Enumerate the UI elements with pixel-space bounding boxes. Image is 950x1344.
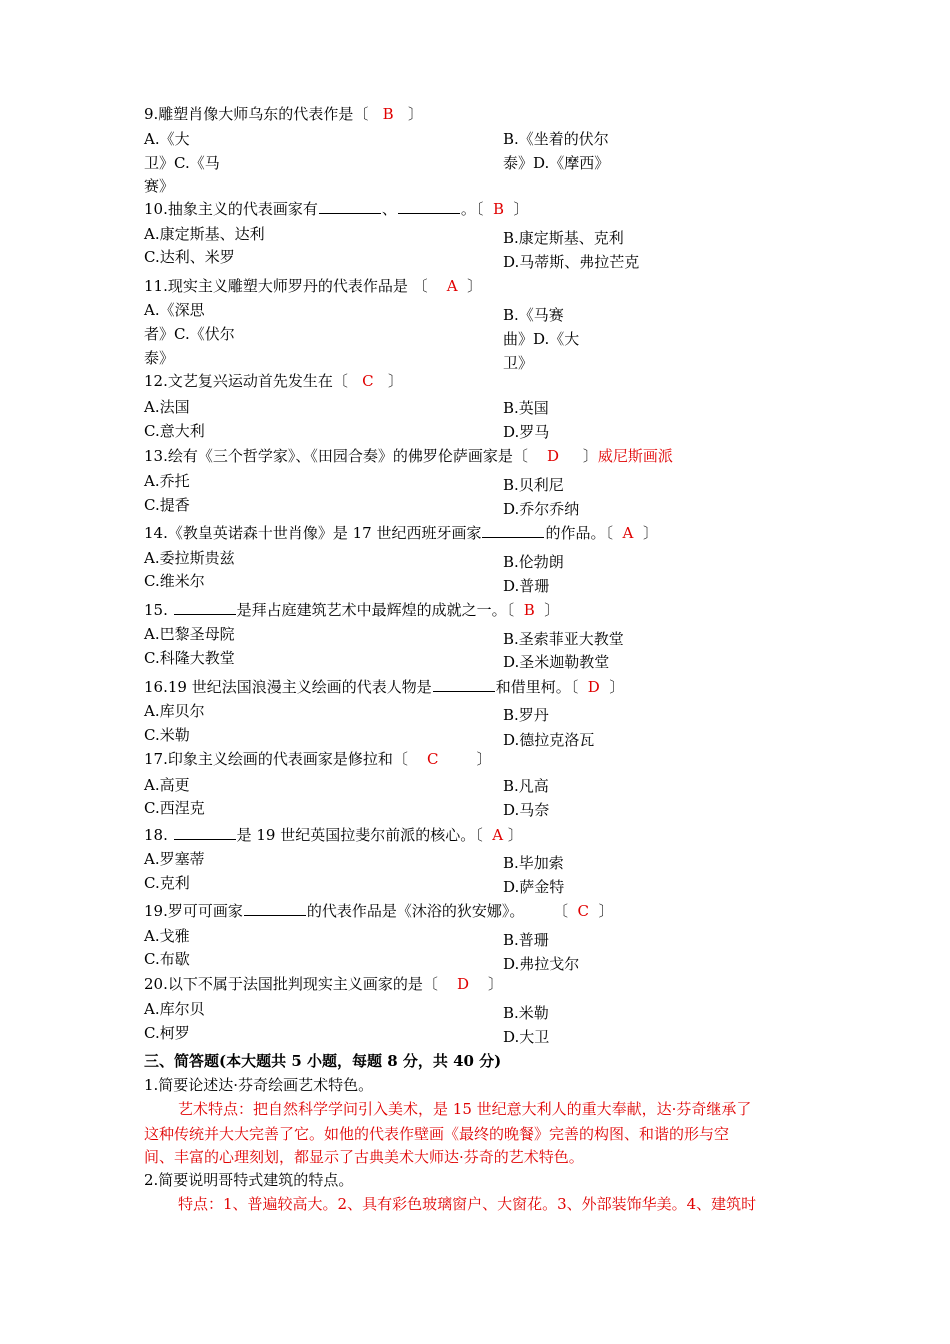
option-b: B.伦勃朗 (503, 553, 564, 571)
question-text: 17.印象主义绘画的代表画家是修拉和〔 (144, 750, 408, 768)
option-c: C.提香 (144, 496, 190, 514)
option-c: C.柯罗 (144, 1024, 190, 1042)
answer-mark: D (587, 678, 600, 696)
option-c: C.西涅克 (144, 799, 205, 817)
option-b: B.圣索菲亚大教堂 (503, 630, 624, 648)
option-b: B.凡高 (503, 777, 549, 795)
question-16 (144, 676, 624, 698)
option-a: A.戈雅 (144, 927, 190, 945)
option-a: A.高更 (144, 776, 190, 794)
bracket-close: 〕 (507, 826, 523, 844)
answer-mark: C (362, 372, 374, 390)
option-a: A.巴黎圣母院 (144, 625, 235, 643)
option-d: 曲》D.《大 (503, 330, 580, 348)
bracket-close: 〕 (609, 678, 625, 696)
blank (174, 825, 236, 840)
question-text: 是 19 世纪英国拉斐尔前派的核心。〔 (236, 826, 483, 844)
question-text: 13.绘有《三个哲学家》、《田园合奏》的佛罗伦萨画家是〔 (144, 447, 528, 465)
blank (433, 677, 495, 692)
option-c: C.米勒 (144, 726, 190, 744)
option-c: C.达利、米罗 (144, 248, 235, 266)
answer-mark: D (546, 447, 559, 465)
blank (482, 523, 544, 538)
question-11 (144, 275, 482, 297)
question-text: 是拜占庭建筑艺术中最辉煌的成就之一。〔 (236, 601, 515, 619)
answer-mark: D (456, 975, 469, 993)
option-b: B.《坐着的伏尔 (503, 130, 609, 148)
answer-line: 间、丰富的心理刻划，都显示了古典美术大师达·芬奇的艺术特色。 (144, 1148, 584, 1166)
bracket-close: 〕 (407, 105, 423, 123)
option-b: B.英国 (503, 399, 549, 417)
option-a: A.罗塞蒂 (144, 850, 205, 868)
bracket-close: 〕 (387, 372, 403, 390)
question-text: 9.雕塑肖像大师乌东的代表作是〔 (144, 105, 369, 123)
option-c-cont: 泰》 (144, 349, 175, 367)
question-17 (144, 748, 492, 770)
answer-line: 特点：1、普遍较高大。2、具有彩色玻璃窗户、大窗花。3、外部装饰华美。4、建筑时 (178, 1195, 757, 1213)
option-a: A.《大 (144, 130, 190, 148)
blank (244, 901, 306, 916)
question-15 (144, 599, 559, 621)
question-text-end: 的代表作品是《沐浴的狄安娜》。 (306, 902, 525, 920)
option-c: 者》C.《伏尔 (144, 325, 235, 343)
option-d: D.弗拉戈尔 (503, 955, 580, 973)
bracket-close: 〕 (544, 601, 560, 619)
option-b: B.普珊 (503, 931, 549, 949)
option-b: B.罗丹 (503, 706, 549, 724)
option-a: A.库贝尔 (144, 702, 205, 720)
annotation-note: 威尼斯画派 (597, 447, 673, 465)
option-d: D.圣米迦勒教堂 (503, 653, 610, 671)
question-text: 14.《教皇英诺森十世肖像》是 17 世纪西班牙画家 (144, 524, 482, 542)
option-a: A.康定斯基、达利 (144, 225, 265, 243)
option-d-cont: 卫》 (503, 354, 534, 372)
option-b: B.康定斯基、克利 (503, 229, 624, 247)
question-text: 20.以下不属于法国批判现实主义画家的是〔 (144, 975, 438, 993)
option-a: A.《深思 (144, 301, 205, 319)
question-number: 18. (144, 826, 173, 844)
option-a: A.法国 (144, 398, 190, 416)
option-d: D.萨金特 (503, 878, 565, 896)
question-number: 15. (144, 601, 173, 619)
answer-mark: A (622, 524, 634, 542)
section-heading: 三、简答题(本大题共 5 小题，每题 8 分，共 40 分) (144, 1052, 502, 1070)
short-question-1: 1.简要论述达·芬奇绘画艺术特色。 (144, 1076, 374, 1094)
blank (319, 199, 381, 214)
option-a: A.乔托 (144, 472, 190, 490)
option-d: D.罗马 (503, 423, 550, 441)
option-c: C.意大利 (144, 422, 205, 440)
answer-mark: C (577, 902, 590, 920)
option-d: D.马蒂斯、弗拉芒克 (503, 253, 640, 271)
question-20 (144, 973, 503, 995)
bracket-close: 〕 (476, 750, 492, 768)
answer-mark: C (426, 750, 439, 768)
answer-mark: A (446, 277, 458, 295)
bracket-close: 〕 (598, 902, 614, 920)
question-10 (144, 198, 529, 220)
bracket-close: 〕 (582, 447, 598, 465)
option-c: C.科隆大教堂 (144, 649, 235, 667)
question-text: 11.现实主义雕塑大师罗丹的代表作品是 〔 (144, 277, 428, 295)
question-13 (144, 445, 673, 467)
answer-mark: B (523, 601, 535, 619)
blank (398, 199, 460, 214)
answer-mark: A (492, 826, 504, 844)
separator: 、 (381, 200, 397, 218)
question-text: 10.抽象主义的代表画家有 (144, 200, 318, 218)
question-text: 12.文艺复兴运动首先发生在〔 (144, 372, 348, 390)
option-b: B.贝利尼 (503, 476, 564, 494)
option-b: B.《马赛 (503, 306, 564, 324)
bracket-close: 〕 (467, 277, 483, 295)
answer-mark: B (492, 200, 504, 218)
bracket-close: 〕 (488, 975, 504, 993)
option-a: A.库尔贝 (144, 1000, 205, 1018)
option-d: D.大卫 (503, 1028, 550, 1046)
option-d: D.普珊 (503, 577, 550, 595)
question-text-end: 。〔 (460, 200, 484, 218)
question-19 (144, 900, 614, 922)
bracket-close: 〕 (513, 200, 529, 218)
option-c: C.克利 (144, 874, 190, 892)
option-d: D.乔尔乔纳 (503, 500, 580, 518)
bracket-open: 〔 (552, 902, 568, 920)
question-text-end: 的作品。〔 (545, 524, 613, 542)
option-d: D.马奈 (503, 801, 550, 819)
answer-mark: B (382, 105, 394, 123)
question-text: 19.罗可可画家 (144, 902, 243, 920)
blank (174, 600, 236, 615)
option-c-cont: 赛》 (144, 177, 175, 195)
option-d: D.德拉克洛瓦 (503, 731, 595, 749)
question-18 (144, 824, 523, 846)
answer-line: 艺术特点：把自然科学学问引入美术，是 15 世纪意大利人的重大奉献，达·芬奇继承了 (178, 1100, 752, 1118)
option-c: C.维米尔 (144, 572, 205, 590)
option-b: B.米勒 (503, 1004, 549, 1022)
option-d: 泰》D.《摩西》 (503, 154, 610, 172)
option-a: A.委拉斯贵兹 (144, 549, 235, 567)
short-question-2: 2.简要说明哥特式建筑的特点。 (144, 1171, 354, 1189)
option-c: 卫》C.《马 (144, 154, 220, 172)
bracket-close: 〕 (642, 524, 658, 542)
question-text-end: 和借里柯。〔 (495, 678, 579, 696)
question-9 (144, 103, 423, 125)
option-b: B.毕加索 (503, 854, 564, 872)
question-14 (144, 522, 658, 544)
answer-line: 这种传统并大大完善了它。如他的代表作壁画《最终的晚餐》完善的构图、和谐的形与空 (144, 1125, 730, 1143)
option-c: C.布歇 (144, 950, 190, 968)
question-12 (144, 370, 403, 392)
question-text: 16.19 世纪法国浪漫主义绘画的代表人物是 (144, 678, 432, 696)
